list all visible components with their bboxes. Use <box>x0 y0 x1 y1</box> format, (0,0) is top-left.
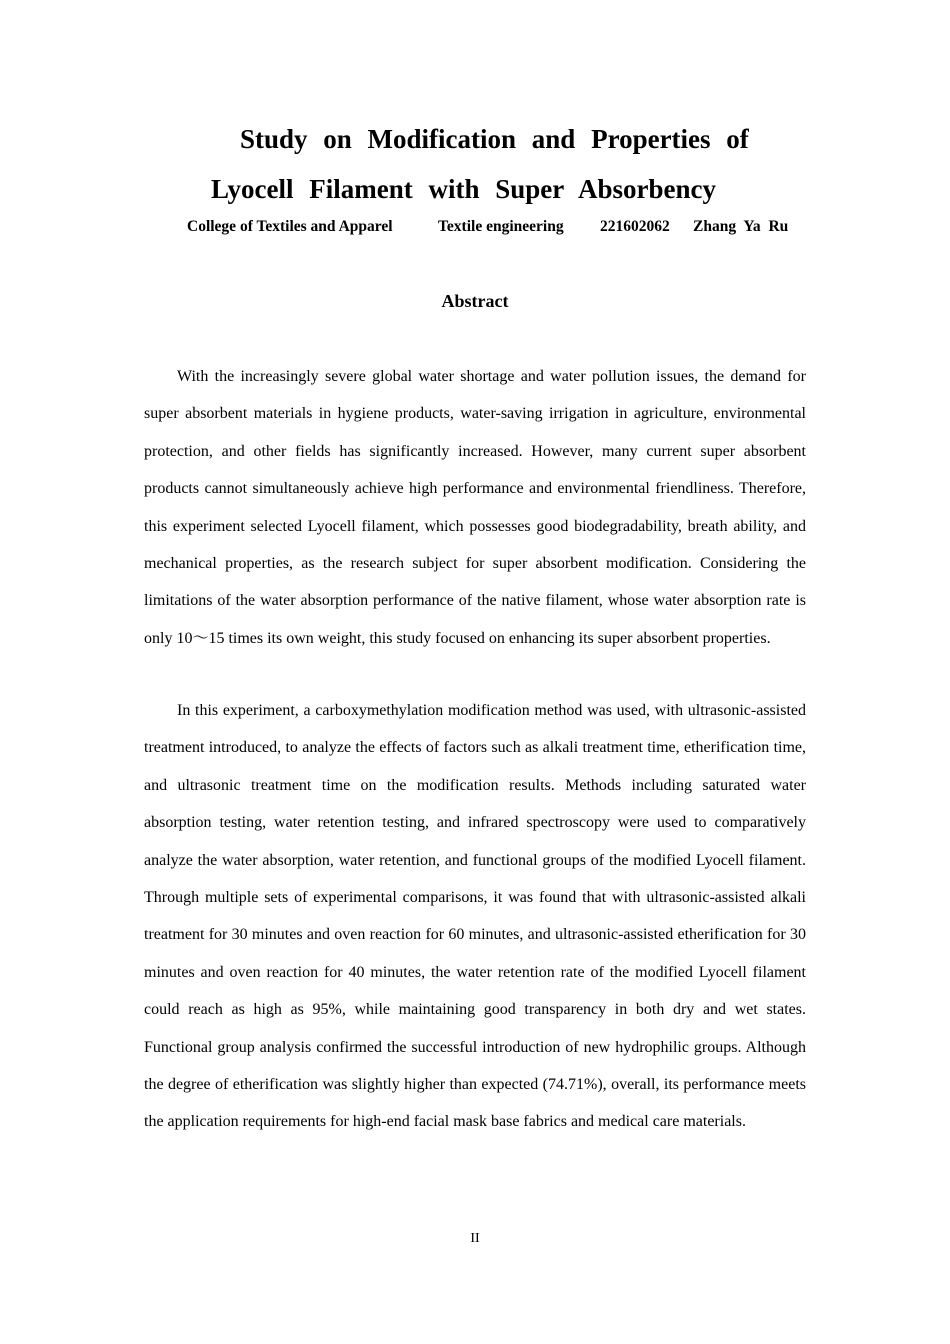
page-number: II <box>470 1231 480 1246</box>
abstract-heading: Abstract <box>441 291 509 311</box>
major-name: Textile engineering <box>438 218 564 235</box>
paper-title-line-2: Lyocell Filament with Super Absorbency <box>211 174 717 204</box>
college-name: College of Textiles and Apparel <box>187 218 393 235</box>
abstract-paragraph-2: In this experiment, a carboxymethylation modification method was used, with ultrasonic-assisted treatment introduced, to analyze the effects of factors such as alkali treatment time, etherification time, and ultrasonic treatment time on the modification results. Methods including saturated water absorption testing, water retention testing, and infrared spectroscopy were used to comparatively analyze the water absorption, water retention, and functional groups of the modified Lyocell filament. Through multiple sets of experimental comparisons, it was found that with ultrasonic-assisted alkali treatment for 30 minutes and oven reaction for 60 minutes, and ultrasonic-assisted etherification for 30 minutes and oven reaction for 40 minutes, the water retention rate of the modified Lyocell filament could reach as high as 95%, while maintaining good transparency in both dry and wet states. Functional group analysis confirmed the successful introduction of new hydrophilic groups. Although the degree of etherification was slightly higher than expected (74.71%), overall, its performance meets the application requirements for high-end facial mask base fabrics and medical care materials. <box>144 702 806 1131</box>
author-name: Zhang Ya Ru <box>693 218 789 235</box>
abstract-paragraph-1: With the increasingly severe global water shortage and water pollution issues, the demand for super absorbent materials in hygiene products, water-saving irrigation in agriculture, environmental protection, and other fields has significantly increased. However, many current super absorbent products cannot simultaneously achieve high performance and environmental friendliness. Therefore, this experiment selected Lyocell filament, which possesses good biodegradability, breath ability, and mechanical properties, as the research subject for super absorbent modification. Considering the limitations of the water absorption performance of the native filament, whose water absorption rate is only 10～15 times its own weight, this study focused on enhancing its super absorbent properties. <box>144 368 806 647</box>
student-id: 221602062 <box>600 218 670 235</box>
paper-title-line-1: Study on Modification and Properties of <box>240 124 749 154</box>
